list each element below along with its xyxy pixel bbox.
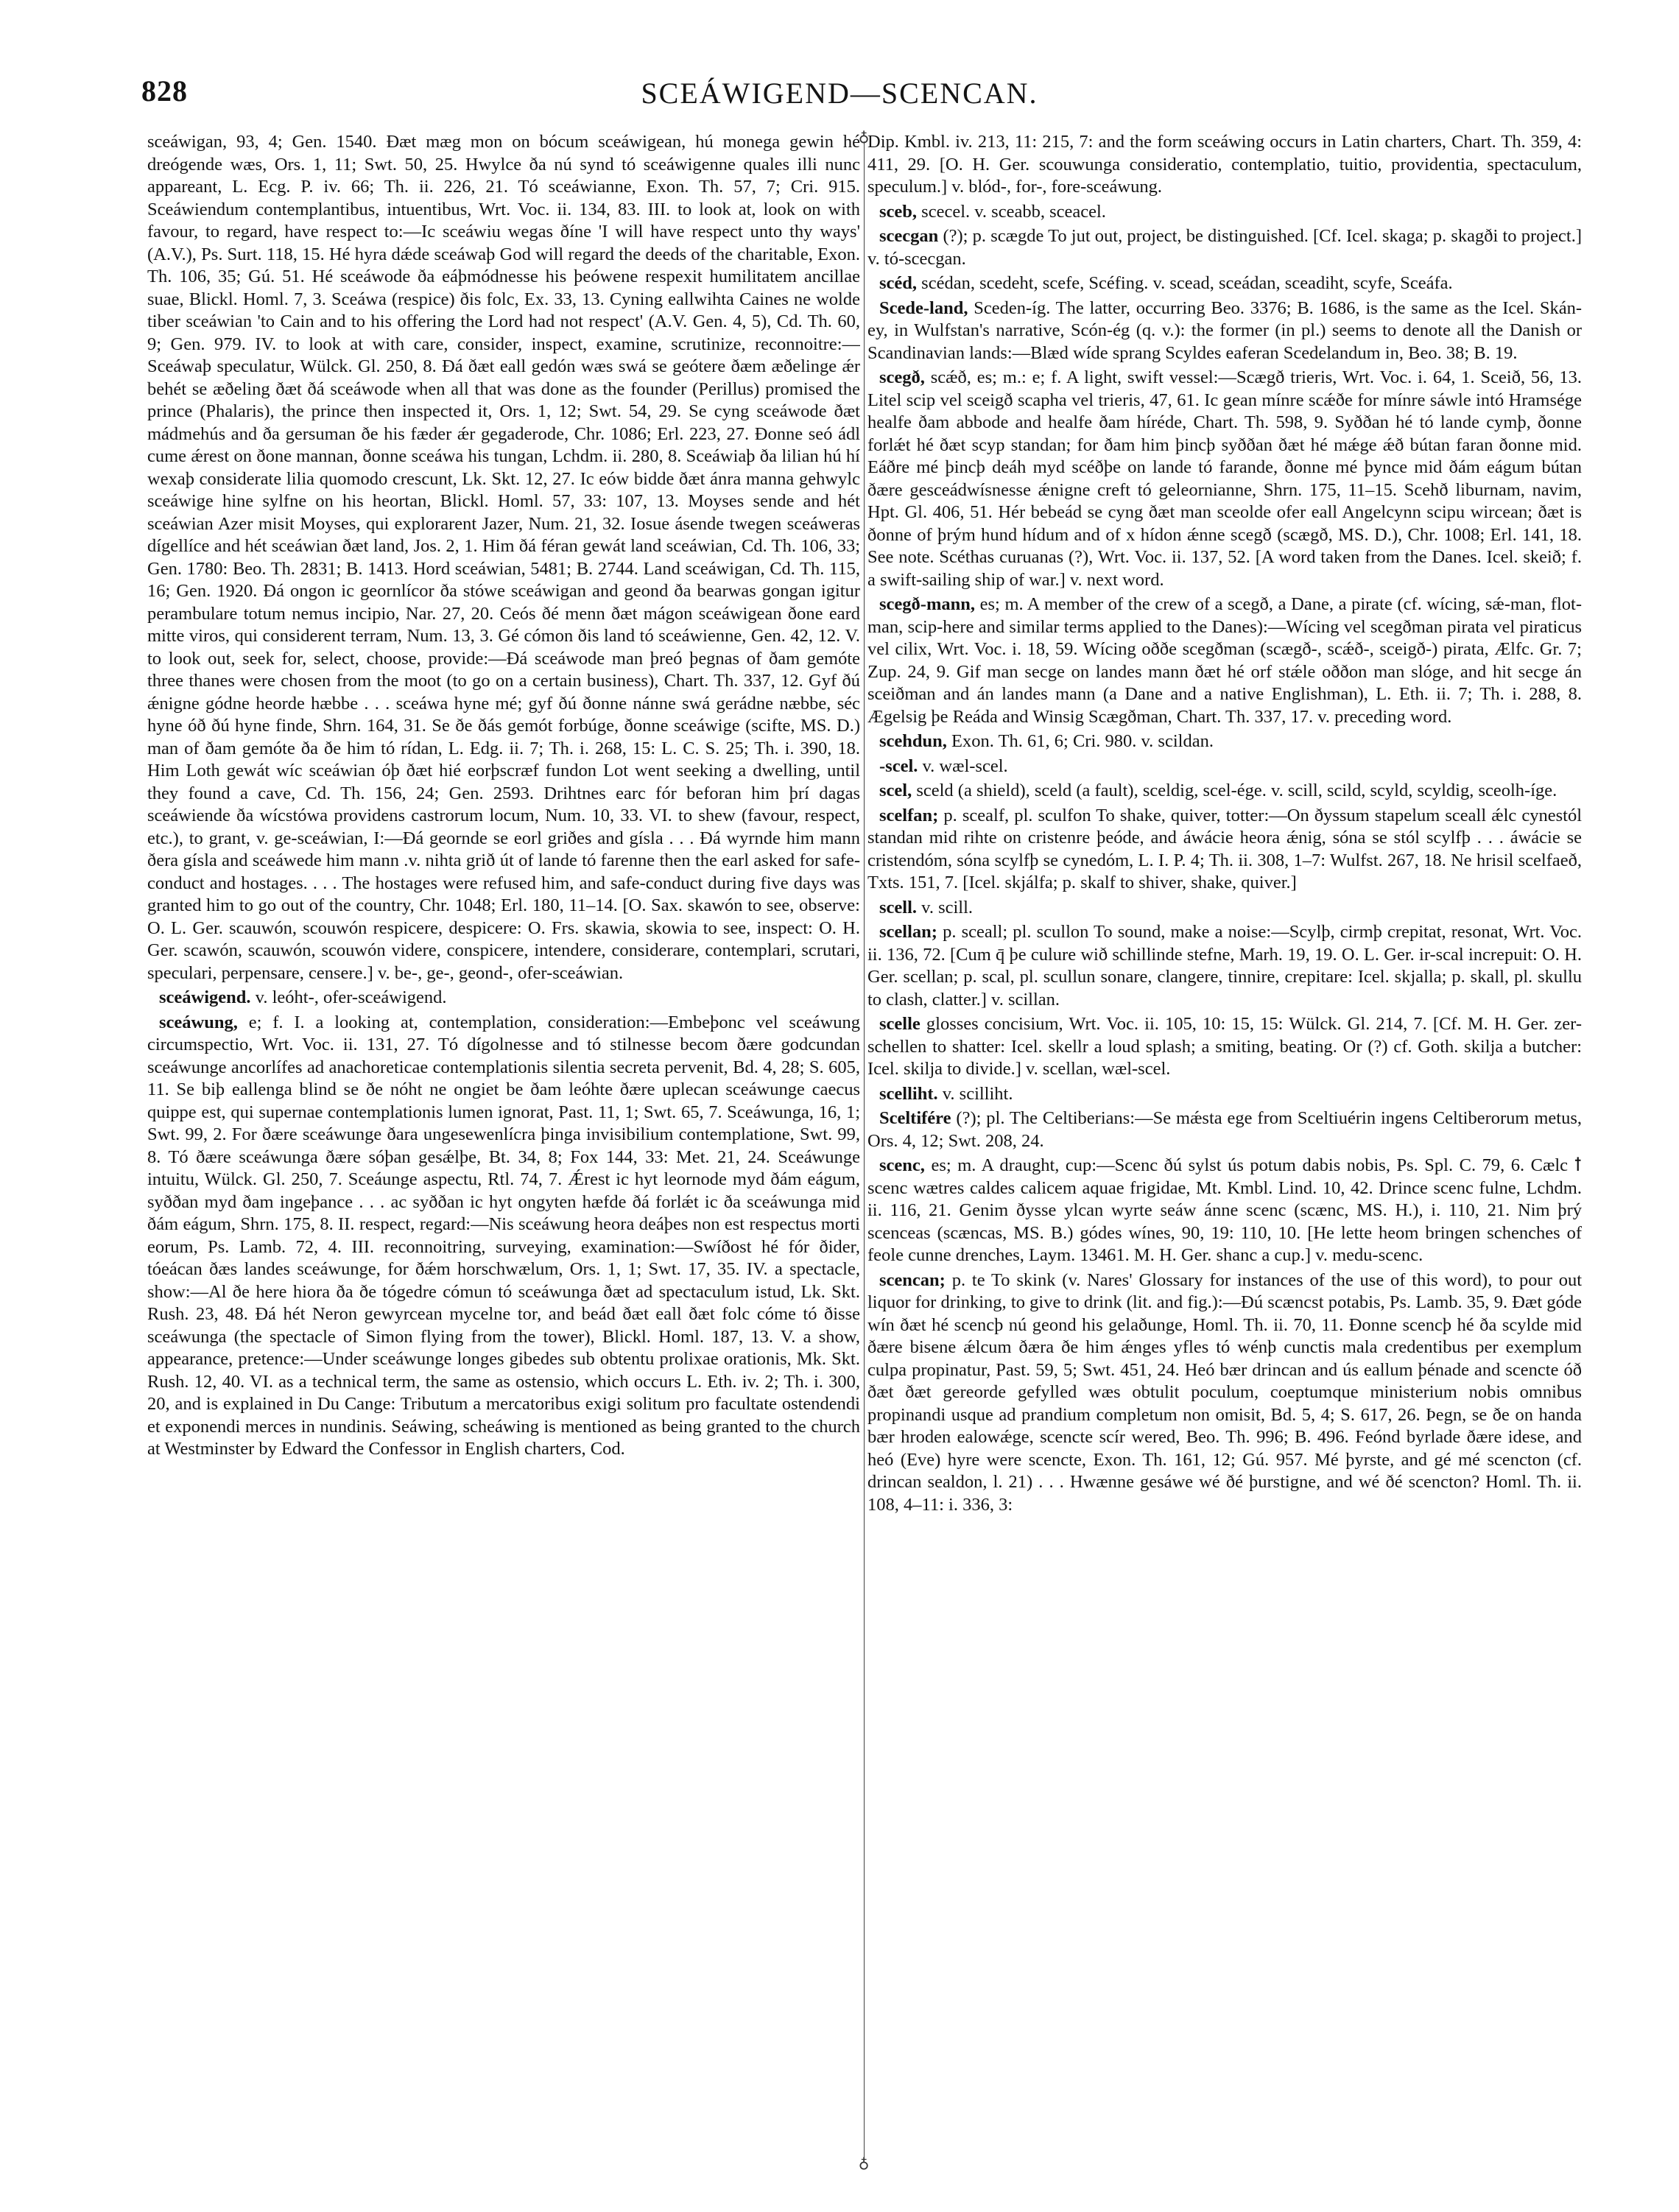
entry-headword: scellan; — [879, 922, 937, 942]
entry-text: Exon. Th. 61, 6; Cri. 980. v. scildan. — [951, 731, 1214, 751]
dictionary-entry — [867, 1269, 1582, 1517]
entry-text: es; m. A member of the crew of a scegð, a Dane, a pirate (cf. wícing, sǽ-man, flot-man, scip-here and similar terms applied to the Danes):—Wícing vel scegðman pirata vel piraticus vel cilix, Wrt. Voc. i. 18, 59. Wícing oððe scegðman (scægð-, scǽð-, sceigð-) pirata, Ælfc. Gr. 7; Zup. 24, 9. Gif man secge on landes mann ðæt hé orf stǽle oððon man slóge, and hit secge án sceiðman and án landes mann (a Dane and a native Englishman), L. Eth. ii. 7; Th. i. 288, 8. Ægelsig þe Reáda and Winsig Scægðman, Chart. Th. 337, 17. v. preceding word. — [867, 594, 1582, 727]
entry-text: p. sceall; pl. scullon To sound, make a noise:—Scylþ, cirmþ crepitat, resonat, Wrt. Voc. ii. 136, 72. [Cum q̄ þe culure wið schillinde stefne, Marh. 19, 19. O. L. Ger. ir-scal increpuit: O. H. Ger. scellan; p. scal, pl. scullun sonare, clangere, tinnire, crepitare: Icel. skjalla; p. skall, pl. skullu to clash, clatter.] v. scillan. — [867, 922, 1582, 1010]
entry-headword: sceáwigend. — [159, 987, 251, 1007]
dictionary-entry — [147, 1012, 860, 1461]
entry-headword: scell. — [879, 897, 918, 917]
entry-text: e; f. I. a looking at, contemplation, consideration:—Embeþonc vel sceáwung circumspectio, Wrt. Voc. ii. 131, 27. Tó dígolnesse and tó stilnesse becom ðære godcundan sceáwunge ancorlífes ad anachoreticae contemplationis silentia secreta pervenit, Bd. 4, 28; S. 605, 11. Se biþ eallenga blind se ðe nóht ne ongiet be ðam leóhte ðære uplecan sceáwunge caecus quippe est, qui supernae contemplationis lumen ignorat, Past. 11, 1; Swt. 65, 7. Sceáwunga, 16, 1; Swt. 99, 2. For ðære sceáwunge ðara ungesewenlícra þinga invisibilium contemplatione, Swt. 99, 8. Tó ðære sceáwunga ðære sóþan gesǽlþe, Bt. 34, 8; Fox 144, 33: Met. 21, 24. Sceáwunge intuitu, Wülck. Gl. 250, 7. Sceáunge aspectu, Rtl. 74, 7. Ǽrest ic hyt leornode myd ðám eágum, syððan myd ðam ingeþance . . . ac syððan ic hyt ongyten hæfde ðá forlǽt ic ða sceáwunga mid ðám eágum, Shrn. 175, 8. II. respect, regard:—Nis sceáwung heora deáþes non est respectus morti eorum, Ps. Lamb. 72, 4. III. reconnoitring, surveying, examination:—Swíðost hé fór ðider, tóeácan ðæs landes sceáwunge, for ðǽm horschwælum, Ors. 1, 1; Swt. 17, 35. IV. a spectacle, show:—Al ðe here hiora ða ðe tógedre cómun tó sceáwunga ðæt ad spectaculum istud, Lk. Skt. Rush. 23, 48. Ðá hét Neron gewyrcean mycelne tor, and beád ðæt eall ðæt folc cóme tó ðisse sceáwunga (the spectacle of Simon flying from the tower), Blickl. Homl. 187, 13. V. a show, appearance, pretence:—Under sceáwunge longes gibedes sub obtentu prolixae orationis, Mk. Skt. Rush. 12, 40. VI. as a technical term, the same as ostensio, which occurs L. Eth. iv. 2; Th. i. 300, 20, and is explained in Du Cange: Tributum a mercatoribus exigi solitum pro facultate ostendendi et exponendi merces in nundinis. Seáwing, scheáwing is mentioned as being granted to the church at Westminster by Edward the Confessor in English charters, Cod. — [147, 1012, 860, 1459]
entry-headword: scegð-mann, — [879, 594, 975, 614]
dictionary-entry — [867, 755, 1582, 778]
dictionary-entry — [867, 201, 1582, 224]
entry-text: scédan, scedeht, scefe, Scéfing. v. scead, sceádan, sceadiht, scyfe, Sceáfa. — [921, 273, 1453, 293]
entry-text: (?); pl. The Celtiberians:—Se mǽsta ege from Sceltiuérin ingens Celtiberorum metus, Ors. 4, 12; Swt. 208, 24. — [867, 1108, 1582, 1151]
column-rule — [864, 141, 865, 2159]
right-column — [867, 131, 1582, 2163]
dictionary-entry — [867, 1083, 1582, 1106]
dictionary-entry — [867, 921, 1582, 1011]
entry-headword: sceáwung, — [159, 1012, 238, 1032]
entry-headword: scecgan — [879, 226, 939, 246]
entry-text: sceáwigan, 93, 4; Gen. 1540. Ðæt mæg mon on bócum sceáwigean, hú monega gewin hé dreógende wæs, Ors. 1, 11; Swt. 50, 25. Hwylce ða nú synd tó sceáwigenne quales illi nunc appareant, L. Ecg. P. iv. 66; Th. ii. 226, 21. Tó sceáwianne, Exon. Th. 57, 7; Cri. 915. Sceáwiendum contemplantibus, intuentibus, Wrt. Voc. ii. 134, 83. III. to look at, look on with favour, to regard, have respect to:—Ic sceáwiu wegas ðíne 'I will have respect unto thy ways' (A.V.), Ps. Surt. 118, 15. Hé hyra dǽde sceáwaþ God will regard the deeds of the charitable, Exon. Th. 106, 35; Gú. 51. Hé sceáwode ða eáþmódnesse his þeówene respexit humilitatem ancillae suae, Blickl. Homl. 7, 3. Sceáwa (respice) ðis folc, Ex. 33, 13. Cyning eallwihta Caines ne wolde tiber sceáwian 'to Cain and to his offering the Lord had not respect' (A.V. Gen. 4, 5), Cd. Th. 60, 9; Gen. 979. IV. to look at with care, consider, inspect, examine, scrutinize, reconnoitre:—Sceáwaþ speculatur, Wülck. Gl. 250, 8. Ðá ðæt eall gedón wæs swá se geótere ðæm æðelinge ǽr behét se æðeling ðæt ðá sceáwode when all that was done as the founder (Perillus) promised the prince (Phalaris), the prince then inspected it, Ors. 1, 12; Swt. 54, 29. Se cyng sceáwode ðæt mádmehús and ða gersuman ðe his fæder ǽr gegaderode, Chr. 1086; Erl. 223, 27. Ðonne seó ádl cume ǽrest on ðone mannan, ðonne sceáwa his tungan, Lchdm. ii. 280, 8. Sceáwiaþ ða lilian hú hí wexaþ considerate lilia quomodo crescunt, Lk. Skt. 12, 27. Ic eów bidde ðæt ánra manna gehwylc sceáwige hine sylfne on his heortan, Blickl. Homl. 57, 33: 107, 13. Moyses sende and hét sceáwian Azer misit Moyses, qui explorarent Jazer, Num. 21, 32. Iosue ásende twegen sceáweras dígellíce and hét sceáwian ðæt land, Jos. 2, 1. Him ðá féran gewát land sceáwian, Cd. Th. 106, 33; Gen. 1780: Beo. Th. 2831; B. 1413. Hord sceáwian, 5481; B. 2744. Land sceáwigan, Cd. Th. 115, 16; Gen. 1920. Ðá ongon ic geornlícor ða stówe sceáwigan and geond ða bearwas gongan igitur perambulare totum nemus incipio, Nar. 27, 20. Ceós ðé menn ðæt mágon sceáwigean ðone eard mitte viros, qui considerent terram, Num. 13, 3. Gé cómon ðis land tó sceáwienne, Gen. 42, 12. V. to look out, seek for, select, choose, provide:—Ðá sceáwode man þreó þegnas of ðam gemóte three thanes were chosen from the moot (to go on a certain business), Chart. Th. 337, 12. Gyf ðú ǽnigne gódne heorde hæbbe . . . sceáwa hyne mé; gyf ðú ðonne nánne swá gerádne næbbe, séc hyne óð ðú hyne finde, Shrn. 164, 31. Se ðe ðás gemót forbúge, ðonne sceáwige (scifte, MS. D.) man of ðam gemóte ða ðe him tó rídan, L. Edg. ii. 7; Th. i. 268, 15: L. C. S. 25; Th. i. 390, 18. Him Loth gewát wíc sceáwian óþ ðæt hié eorþscræf fundon Lot went seeking a dwelling, until they found a cave, Cd. Th. 156, 24; Gen. 2593. Drihtnes earc fór beforan him þrí dagas sceáwiende ða wícstówa providens castrorum locum, Num. 10, 33. VI. to shew (favour, respect, etc.), to grant, v. ge-sceáwian, I:—Ðá geornde se eorl griðes and gísla . . . Ðá wyrnde him mann ðera gísla and sceáwede him mann .v. nihta grið út of lande tó farenne then the earl asked for safe-conduct and hostages. . . . The hostages were refused him, and safe-conduct during five days was granted him to go out of the country, Chr. 1048; Erl. 180, 11–14. [O. Sax. skawón to see, observe: O. L. Ger. scauwón, scouwón respicere, despicere: O. Frs. skawia, skowia to see, inspect: O. H. Ger. scawón, scauwón, scouwón videre, conspicere, intendere, considerare, contemplari, scrutari, speculari, perpensare, censere.] v. be-, ge-, geond-, ofer-sceáwian. — [147, 132, 860, 983]
dictionary-entry — [867, 780, 1582, 803]
entry-headword: scenc, — [879, 1155, 925, 1175]
dictionary-entry — [867, 225, 1582, 270]
entry-headword: scencan; — [879, 1269, 946, 1290]
entry-headword: -scel. — [879, 755, 918, 776]
dictionary-entry — [867, 1107, 1582, 1152]
column-ornament-bottom: ♁ — [858, 2155, 870, 2172]
dictionary-entry — [867, 1013, 1582, 1081]
dictionary-entry — [867, 1155, 1582, 1267]
entry-text: Dip. Kmbl. iv. 213, 11: 215, 7: and the form sceáwing occurs in Latin charters, Chart. Th. 359, 4: 411, 29. [O. H. Ger. scouwunga consideratio, contemplatio, tuitio, providentia, spectaculum, speculum.] v. blód-, for-, fore-sceáwung. — [867, 132, 1582, 197]
entry-headword: scelfan; — [879, 805, 939, 825]
column-ornament-top: ♁ — [858, 129, 870, 145]
running-head: SCEÁWIGEND—SCENCAN. — [641, 77, 1038, 110]
dictionary-entry — [867, 272, 1582, 295]
entry-text: glosses concisium, Wrt. Voc. ii. 105, 10: 15, 15: Wülck. Gl. 214, 7. [Cf. M. H. Ger. zer-schellen to shatter: Icel. skellr a loud splash; a smiting, beating. Or (?) cf. Goth. skilja a butcher: Icel. skilja to divide.] v. scellan, wæl-scel. — [867, 1014, 1582, 1079]
entry-headword: scel, — [879, 781, 912, 800]
dictionary-entry — [867, 897, 1582, 920]
entry-text: es; m. A draught, cup:—Scenc ðú sylst ús potum dabis nobis, Ps. Spl. C. 79, 6. Cælc ꝉ scenc wætres caldes calicem aquae frigidae, Mt. Kmbl. Lind. 10, 42. Drince scenc fulne, Lchdm. ii. 116, 21. Genim ðysse ylcan wyrte seáw ánne scenc (scænc, MS. H.), i. 110, 21. Nim þrý scenceas (scæncas, MS. B.) gódes wínes, 90, 19: 110, 10. [He lette heom bringen schenches of feole cunne drenches, Laym. 13461. M. H. Ger. shanc a cup.] v. medu-scenc. — [867, 1155, 1582, 1265]
dictionary-entry — [867, 131, 1582, 199]
entry-text: (?); p. scægde To jut out, project, be distinguished. [Cf. Icel. skaga; p. skagði to project.] v. tó-scecgan. — [867, 226, 1582, 269]
entry-headword: scegð, — [879, 367, 925, 387]
entry-headword: scelle — [879, 1014, 921, 1034]
entry-text: p. scealf, pl. sculfon To shake, quiver, totter:—On ðyssum stapelum sceall ǽlc cynestól standan mid rihte on cristenre þeóde, and áwácie heora ǽnig, sóna se stól scylfþ . . . áwácie se cristendóm, sóna scylfþ se cynedóm, L. I. P. 4; Th. ii. 308, 1–7: Wulfst. 267, 18. Ne hrisil scelfaeð, Txts. 151, 7. [Icel. skjálfa; p. skalf to shiver, shake, quiver.] — [867, 805, 1582, 892]
entry-text: v. wæl-scel. — [922, 755, 1008, 776]
entry-headword: Sceltifére — [879, 1108, 951, 1128]
entry-text: v. scill. — [921, 897, 974, 917]
entry-headword: scehdun, — [879, 731, 947, 751]
dictionary-entry — [867, 593, 1582, 728]
entry-text: v. scilliht. — [942, 1083, 1013, 1104]
entry-text: Sceden-íg. The latter, occurring Beo. 3376; B. 1686, is the same as the Icel. Skán-ey, in Wulfstan's narrative, Scón-ég (q. v.): the former (in pl.) seems to denote all the Danish or Scandinavian lands:—Blæd wíde sprang Scyldes eaferan Scedelandum in, Beo. 38; B. 19. — [867, 297, 1582, 363]
entry-text: scecel. v. sceabb, sceacel. — [921, 201, 1106, 222]
entry-headword: Scede-land, — [879, 297, 968, 318]
dictionary-entry — [147, 131, 860, 985]
entry-headword: scéd, — [879, 273, 918, 293]
entry-headword: scelliht. — [879, 1083, 938, 1104]
dictionary-entry — [147, 987, 860, 1010]
dictionary-entry — [867, 367, 1582, 591]
left-column — [147, 131, 860, 2163]
dictionary-entry — [867, 297, 1582, 365]
entry-text: p. te To skink (v. Nares' Glossary for instances of the use of this word), to pour out liquor for drinking, to give to drink (lit. and fig.):—Ðú scæncst potabis, Ps. Lamb. 35, 9. Ðæt góde wín ðæt hé scencþ nú geond his gelaðunge, Homl. Th. ii. 70, 11. Ðonne scencþ hé ða scylde mid ðære bisene ǽlcum ðæra ðe him ǽnges yfles tó wénþ cunctis mala credentibus per exemplum culpa propinatur, Past. 59, 5; Swt. 451, 24. Heó bær drincan and ús eallum þénade and scencte óð ðæt ðæt gereorde gefylled wæs obtulit poculum, coeptumque ministerium nobis omnibus propinandi usque ad prandium completum non omisit, Bd. 5, 4; S. 617, 26. Þegn, se ðe on handa bær hroden ealowǽge, scencte scír wered, Beo. Th. 996; B. 496. Feónd byrlade ðære idese, and heó (Eve) hyre were scencte, Exon. Th. 161, 12; Gú. 957. Mé þyrste, and gé mé scencton (cf. drincan sealdon, l. 21) . . . Hwænne gesáwe wé ðé þurstigne, and wé ðé scencton? Homl. Th. ii. 108, 4–11: i. 336, 3: — [867, 1269, 1582, 1515]
entry-text: sceld (a shield), sceld (a fault), sceldig, scel-ége. v. scill, scild, scyld, scyldig, sceolh-íge. — [916, 781, 1557, 800]
dictionary-entry — [867, 730, 1582, 753]
entry-text: v. leóht-, ofer-sceáwigend. — [255, 987, 447, 1007]
page-number: 828 — [141, 74, 188, 108]
entry-headword: sceb, — [879, 201, 918, 222]
dictionary-entry — [867, 805, 1582, 895]
entry-text: scǽð, es; m.: e; f. A light, swift vessel:—Scægð trieris, Wrt. Voc. i. 64, 1. Sceið, 56, 13. Litel scip vel sceigð scapha vel trieris, 47, 61. Ic gean mínre scǽðe for mínre sáwle intó Hramsége healfe ðam abbode and healfe ðam híréde, Chart. Th. 598, 9. Syððan hé tó lande cymþ, ðonne forlǽt hé ðæt scyp standan; for ðam him þincþ syððan ðæt hé mǽge ǽð bútan faran ðonne mid. Eáðre mé þincþ deáh myd scéðþe on lande tó farande, ðonne mé þynce mid ðám eágum bútan ðære gesceádwísnesse ǽnigne creft tó geleornianne, Shrn. 175, 11–15. Scehð liburnam, navim, Hpt. Gl. 406, 51. Hér bebeád se cyng ðæt man sceolde ofer eall Angelcynn scipu wircean; ðæt is ðonne of þrým hund hídum and of x hídon ǽnne scegð (scægð, MS. D.), Chr. 1008; Erl. 141, 18. See note. Scéthas curuanas (?), Wrt. Voc. ii. 137, 52. [A word taken from the Danes. Icel. skeið; f. a swift-sailing ship of war.] v. next word. — [867, 367, 1582, 590]
